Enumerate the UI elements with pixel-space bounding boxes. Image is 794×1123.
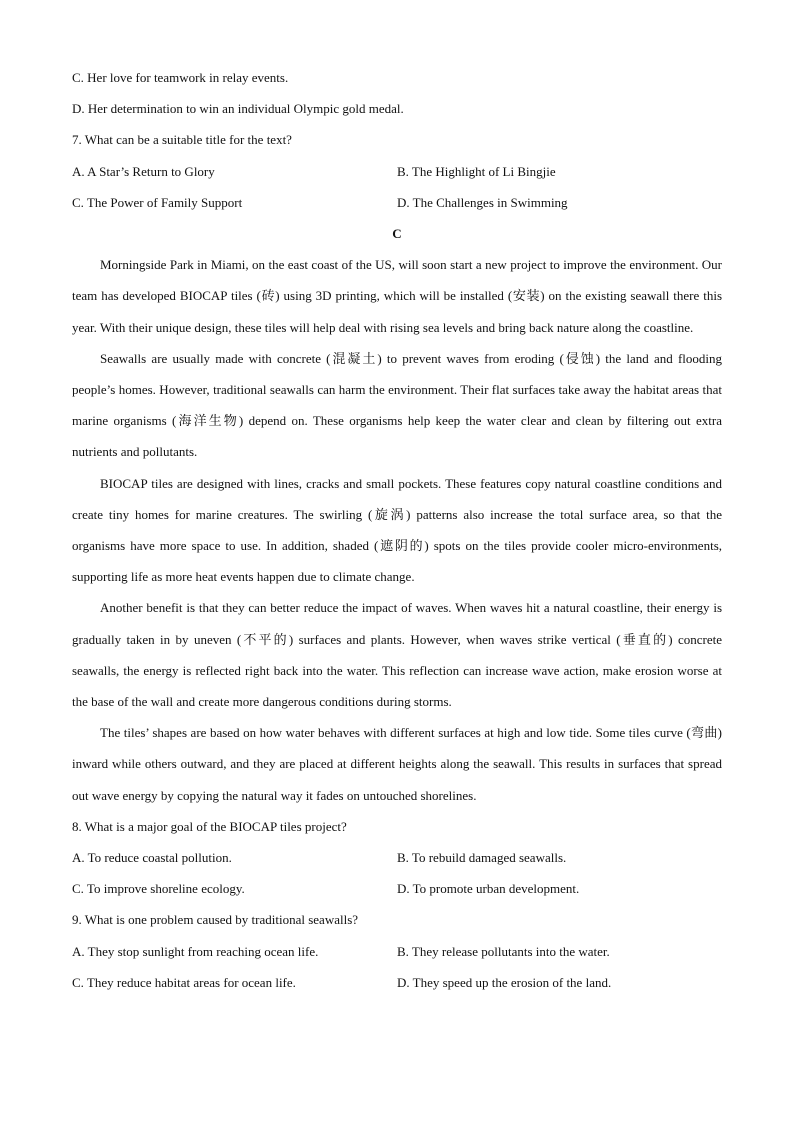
q9-option-b: B. They release pollutants into the water.: [397, 943, 610, 959]
question-7: 7. What can be a suitable title for the text?: [72, 132, 292, 148]
q8-option-b: B. To rebuild damaged seawalls.: [397, 849, 567, 865]
passage-paragraph-2: Seawalls are usually made with concrete (混凝土) to prevent waves from eroding (侵蚀) the land and flooding people’s homes. However, traditional seawalls can harm the environment. Their flat surfaces take away the habitat areas that marine organisms (海洋生物) depend on. These organisms help keep the water clear and clean by filtering out extra nutrients and pollutants.: [72, 350, 722, 460]
q9-option-c: C. They reduce habitat areas for ocean life.: [72, 974, 296, 990]
q8-option-c: C. To improve shoreline ecology.: [72, 881, 245, 897]
passage-paragraph-1: Morningside Park in Miami, on the east coast of the US, will soon start a new project to improve the environment. Our team has developed BIOCAP tiles (砖) using 3D printing, which will be installed (安装) on the existing seawall there this year. With their unique design, these tiles will help deal with rising sea levels and bring back nature along the coastline.: [72, 257, 722, 335]
question-9-options-row-2: [72, 967, 722, 998]
question-9-options-row-1: [72, 936, 722, 967]
option-c-prev: C. Her love for teamwork in relay events.: [72, 70, 289, 85]
option-d-prev: D. Her determination to win an individual Olympic gold medal.: [72, 101, 404, 117]
q7-option-b: B. The Highlight of Li Bingjie: [397, 163, 556, 179]
question-8: 8. What is a major goal of the BIOCAP tiles project?: [72, 818, 347, 834]
question-9: 9. What is one problem caused by traditional seawalls?: [72, 912, 359, 928]
q7-option-c: C. The Power of Family Support: [72, 194, 243, 210]
question-8-options-row-2: [72, 873, 722, 904]
section-label: C: [392, 225, 402, 241]
q9-option-a: A. They stop sunlight from reaching ocean life.: [72, 943, 319, 959]
q8-option-a: A. To reduce coastal pollution.: [72, 849, 232, 865]
passage-paragraph-5: The tiles’ shapes are based on how water behaves with different surfaces at high and low tide. Some tiles curve (弯曲) inward while others outward, and they are placed at different heights along the seawall. This results in surfaces that spread out wave energy by copying the natural way it fades on untouched shorelines.: [72, 725, 722, 803]
q9-option-d: D. They speed up the erosion of the land.: [397, 974, 612, 990]
passage-paragraph-3: BIOCAP tiles are designed with lines, cracks and small pockets. These features copy natural coastline conditions and create tiny homes for marine creatures. The swirling (旋涡) patterns also increase the total surface area, so that the organisms have more space to use. In addition, shaded (遮阴的) spots on the tiles provide cooler micro-environments, supporting life as more heat events happen due to climate change.: [72, 475, 722, 585]
passage-paragraph-4: Another benefit is that they can better reduce the impact of waves. When waves hit a natural coastline, their energy is gradually taken in by uneven (不平的) surfaces and plants. However, when waves strike vertical (垂直的) concrete seawalls, the energy is reflected right back into the water. This reflection can increase wave action, make erosion worse at the base of the wall and create more dangerous conditions during storms.: [72, 600, 722, 709]
q7-option-d: D. The Challenges in Swimming: [397, 194, 568, 210]
question-7-options-row-2: [72, 187, 722, 218]
question-7-options-row-1: [72, 156, 722, 187]
q8-option-d: D. To promote urban development.: [397, 881, 580, 897]
document-page: [72, 62, 722, 998]
q7-option-a: A. A Star’s Return to Glory: [72, 163, 215, 179]
question-8-options-row-1: [72, 842, 722, 873]
